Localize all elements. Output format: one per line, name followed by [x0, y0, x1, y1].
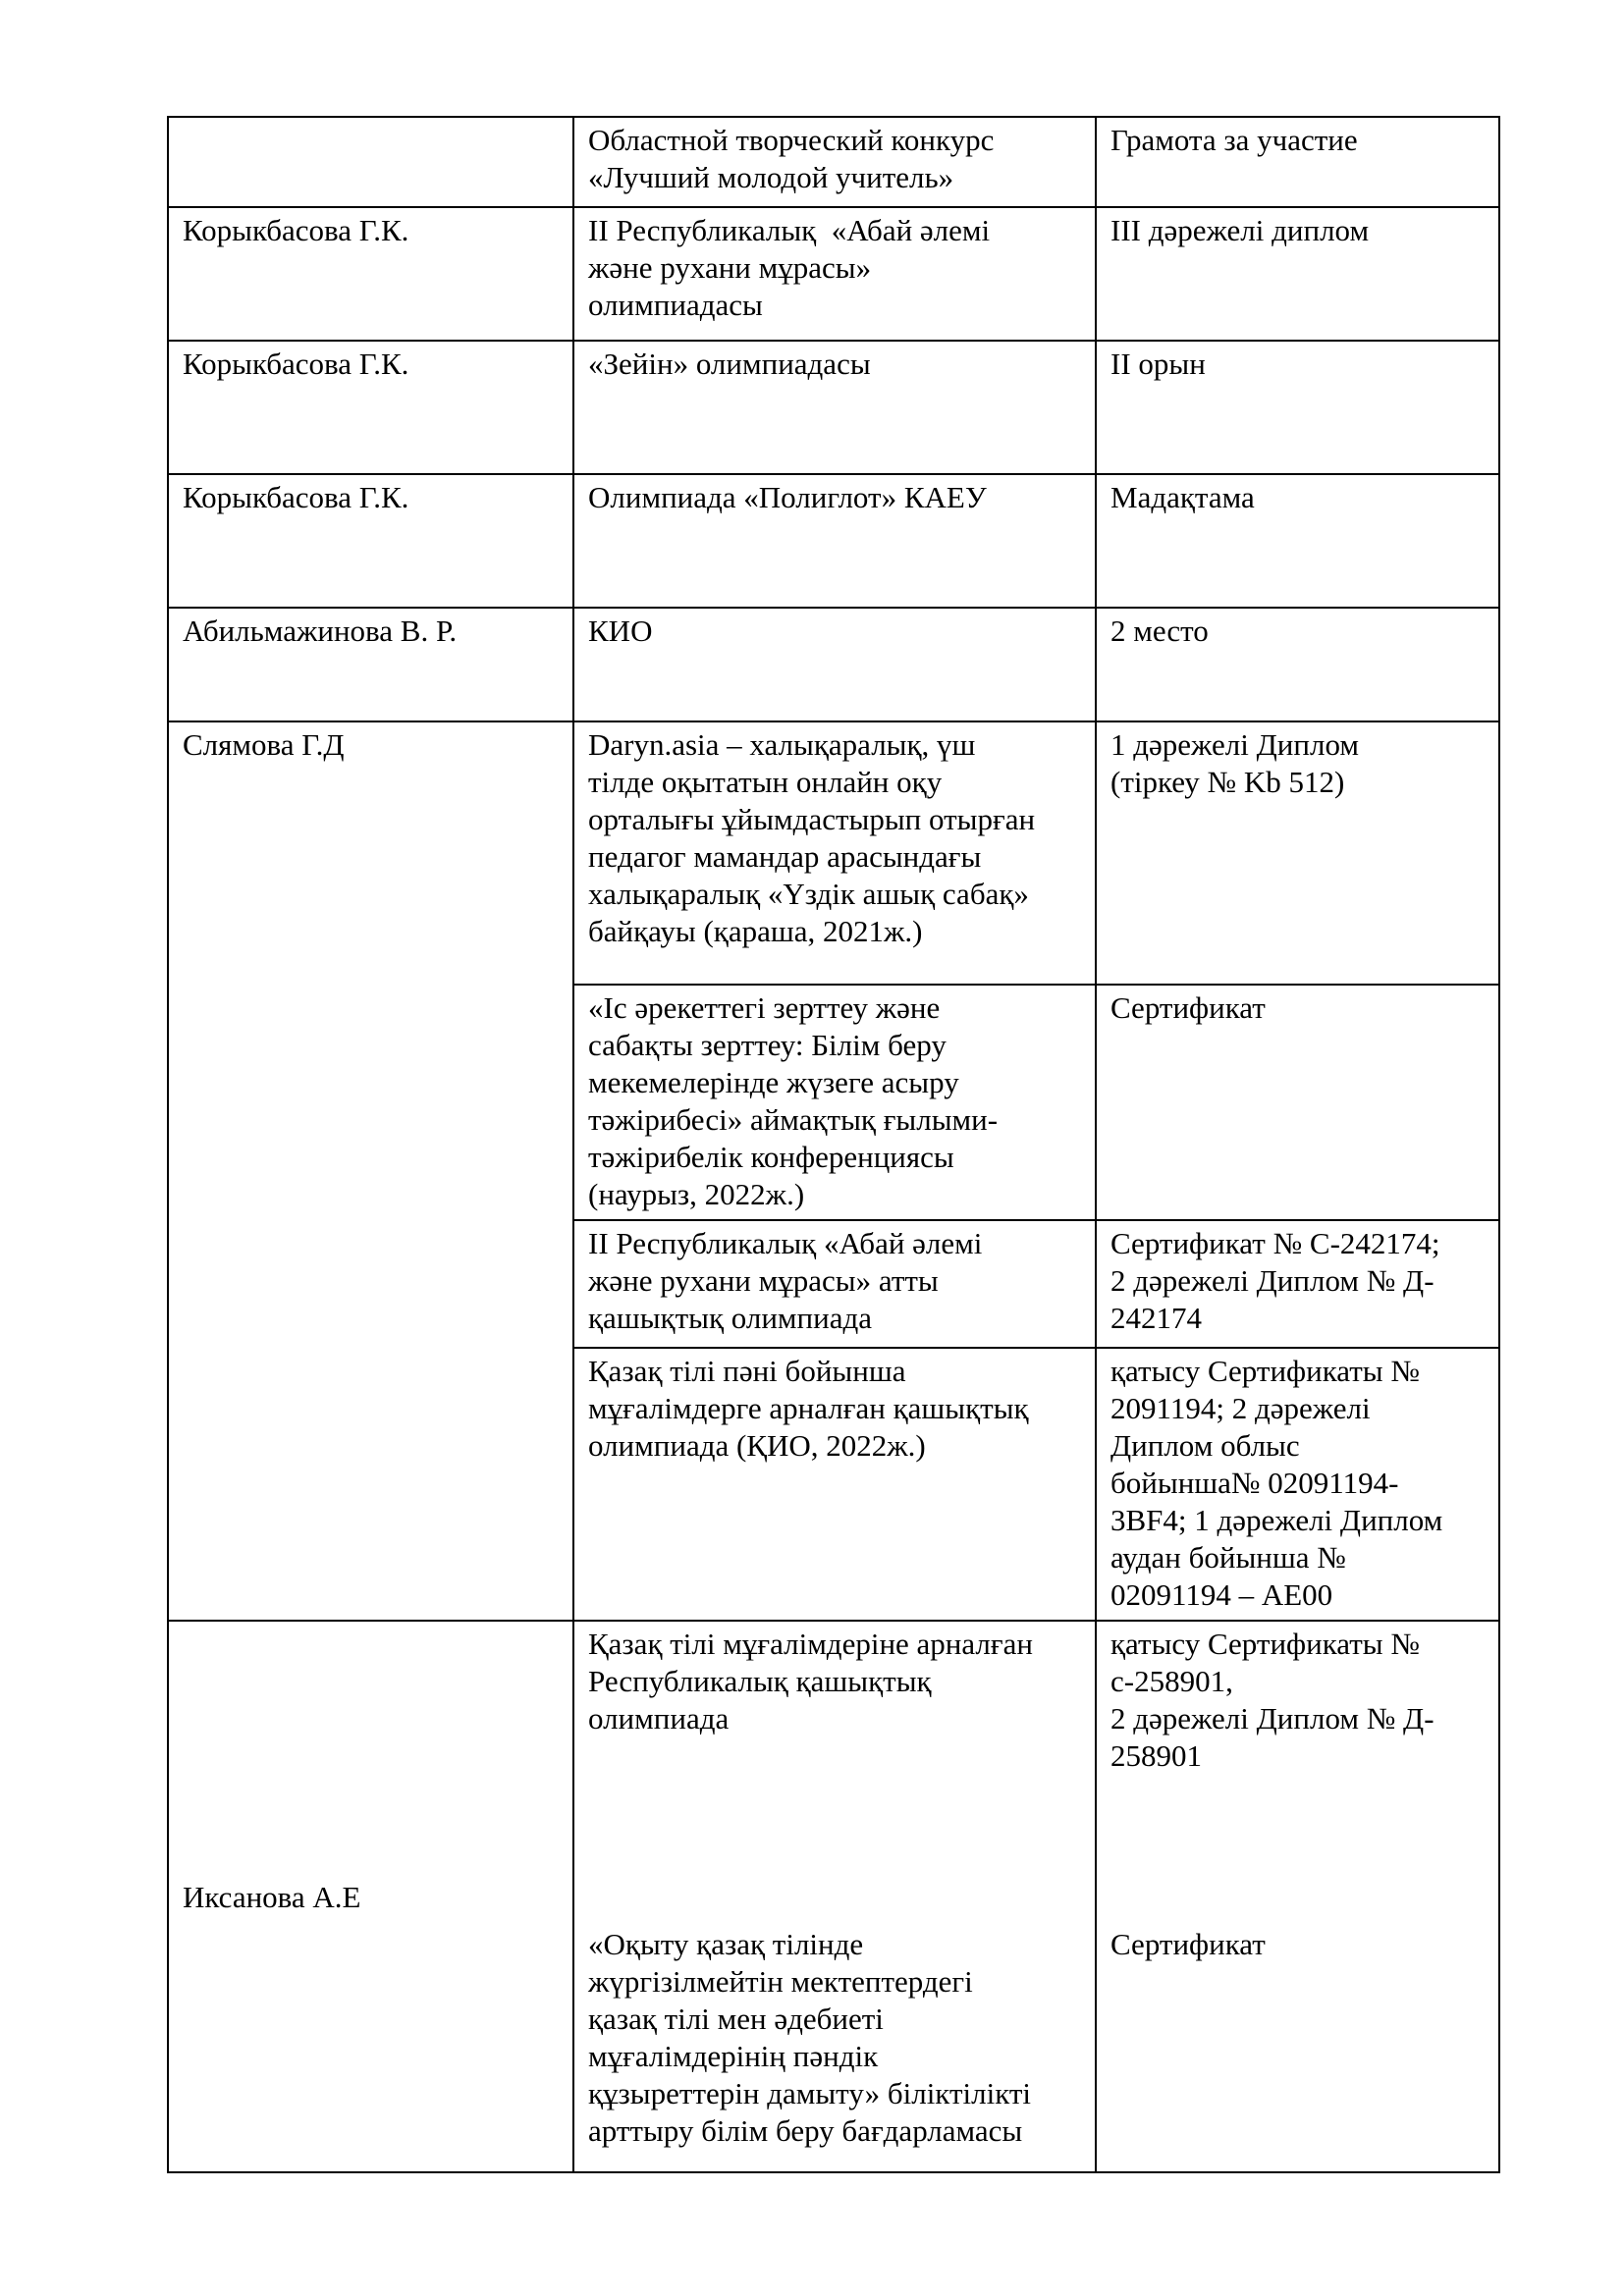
award-result: 2 место [1110, 614, 1209, 648]
event-title: Олимпиада «Полиглот» КАЕУ [588, 480, 987, 514]
result-cell [1096, 207, 1499, 341]
participant-name: Корыкбасова Г.К. [183, 213, 409, 247]
participant-cell [168, 117, 573, 207]
event-cell [573, 721, 1096, 985]
award-result-secondary: Сертификат [1110, 1927, 1266, 1961]
award-result: Сертификат [1110, 990, 1266, 1025]
table-row [168, 608, 1499, 721]
participant-cell [168, 341, 573, 474]
award-result: Сертификат № С-242174; 2 дәрежелі Диплом № Д- 242174 [1110, 1226, 1440, 1335]
event-title: Қазақ тілі пәні бойынша мұғалімдерге арналған қашықтық олимпиада (ҚИО, 2022ж.) [588, 1354, 1029, 1463]
participant-cell [168, 1621, 573, 2172]
event-title: «Зейін» олимпиадасы [588, 347, 871, 381]
result-cell [1096, 1621, 1499, 2172]
award-result: Грамота за участие [1110, 123, 1358, 157]
event-title: ІІ Республикалық «Абай әлемі және рухани мұрасы» атты қашықтық олимпиада [588, 1226, 983, 1335]
participant-name: Корыкбасова Г.К. [183, 347, 409, 381]
table-row [168, 341, 1499, 474]
participant-name: Иксанова А.Е [183, 1880, 361, 1914]
event-cell [573, 1220, 1096, 1348]
participant-cell [168, 721, 573, 1621]
event-cell [573, 608, 1096, 721]
event-cell [573, 1621, 1096, 2172]
result-cell [1096, 474, 1499, 608]
event-title: Областной творческий конкурс «Лучший молодой учитель» [588, 123, 995, 194]
event-cell [573, 985, 1096, 1220]
award-result: Мадақтама [1110, 480, 1255, 514]
event-cell [573, 474, 1096, 608]
event-title: Қазақ тілі мұғалімдеріне арналған Республикалық қашықтық олимпиада [588, 1627, 1033, 1735]
result-cell [1096, 1220, 1499, 1348]
award-result: қатысу Сертификаты № с-258901, 2 дәрежелі Диплом № Д- 258901 [1110, 1627, 1435, 1773]
result-cell [1096, 1348, 1499, 1621]
participant-name: Корыкбасова Г.К. [183, 480, 409, 514]
event-title-secondary: «Оқыту қазақ тілінде жүргізілмейтін мектептердегі қазақ тілі мен әдебиеті мұғалімдерінің пәндік құзыреттерін дамыту» біліктілікті арттыру білім беру бағдарламасы [588, 1927, 1032, 2148]
participant-name: Абильмажинова В. Р. [183, 614, 458, 648]
award-result: қатысу Сертификаты № 2091194; 2 дәрежелі Диплом облыс бойынша№ 02091194- 3BF4; 1 дәрежелі Диплом аудан бойынша № 02091194 – AE00 [1110, 1354, 1443, 1612]
award-result: 1 дәрежелі Диплом (тіркеу № Kb 512) [1110, 727, 1359, 799]
event-title: «Іс әрекеттегі зерттеу және сабақты зерттеу: Білім беру мекемелерінде жүзеге асыру тәжірибесі» аймақтық ғылыми- тәжірибелік конференциясы (наурыз, 2022ж.) [588, 990, 999, 1211]
award-result: ІІІ дәрежелі диплом [1110, 213, 1370, 247]
table-row [168, 721, 1499, 985]
table-row [168, 1621, 1499, 2172]
event-cell [573, 117, 1096, 207]
result-cell [1096, 117, 1499, 207]
table-row [168, 474, 1499, 608]
participant-name: Слямова Г.Д [183, 727, 345, 762]
event-title: Daryn.asia – халықаралық, үш тілде оқытатын онлайн оқу орталығы ұйымдастырып отырған педагог мамандар арасындағы халықаралық «Үздік ашық сабақ» байқауы (қараша, 2021ж.) [588, 727, 1036, 948]
event-cell [573, 1348, 1096, 1621]
event-title: КИО [588, 614, 653, 648]
participant-cell [168, 608, 573, 721]
participant-cell [168, 207, 573, 341]
table-row [168, 117, 1499, 207]
result-cell [1096, 341, 1499, 474]
result-cell [1096, 608, 1499, 721]
participant-cell [168, 474, 573, 608]
award-result: ІІ орын [1110, 347, 1206, 381]
event-cell [573, 207, 1096, 341]
result-cell [1096, 721, 1499, 985]
table-row [168, 207, 1499, 341]
result-cell [1096, 985, 1499, 1220]
event-cell [573, 341, 1096, 474]
awards-table [167, 116, 1500, 2173]
event-title: ІІ Республикалық «Абай әлемі және рухани мұрасы» олимпиадасы [588, 213, 991, 322]
